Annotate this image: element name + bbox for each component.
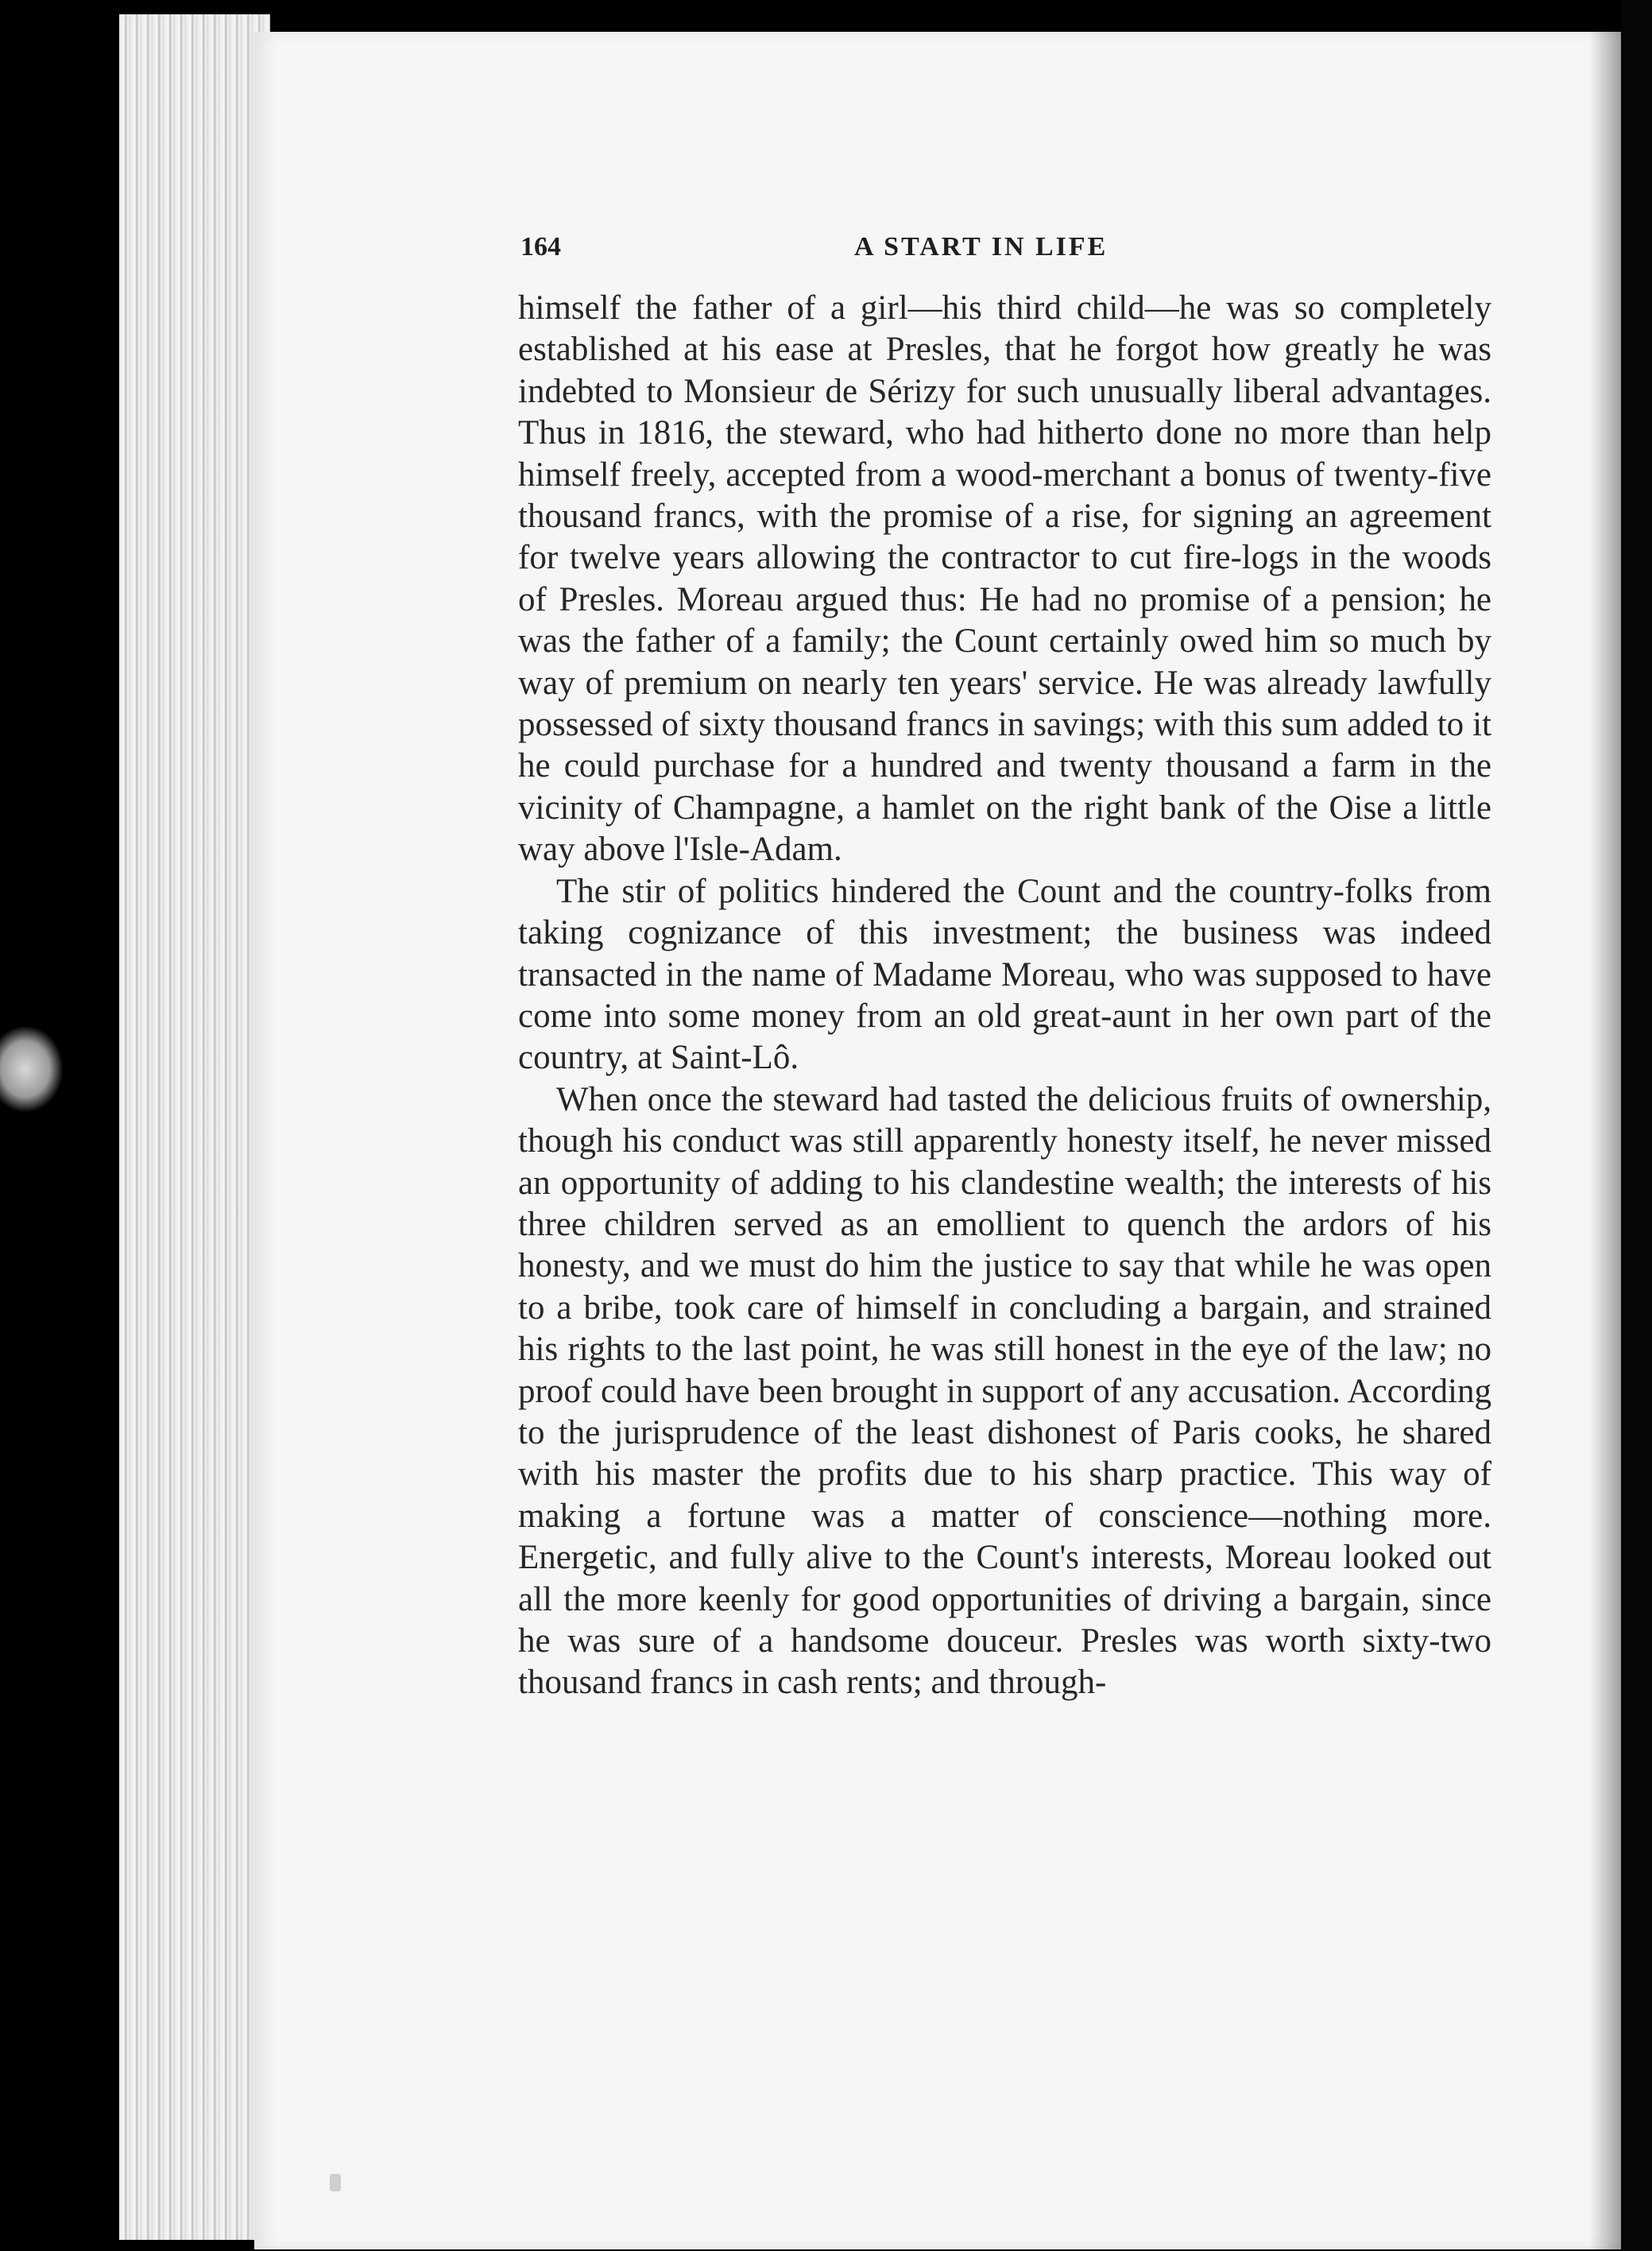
running-title: A START IN LIFE bbox=[854, 232, 1108, 262]
running-header bbox=[520, 232, 1486, 272]
torn-paper-fragment bbox=[0, 1025, 64, 1113]
scan-artifact bbox=[330, 2174, 341, 2191]
paragraph: himself the father of a girl—his third child—he was so completely established at his ease at Presles, that he forgot how greatly he was indebted to Monsieur de Sérizy for such unusually liberal advantages. Thus in 1816, the steward, who had hitherto done no more than help himself freely, accepted from a wood-merchant a bonus of twenty-five thousand francs, with the promise of a rise, for signing an agreement for twelve years allowing the contractor to cut fire-logs in the woods of Presles. Moreau argued thus: He had no promise of a pension; he was the father of a family; the Count certainly owed him so much by way of premium on nearly ten years' service. He was already lawfully possessed of sixty thousand francs in savings; with this sum added to it he could purchase for a hundred and twenty thousand a farm in the vicinity of Champagne, a hamlet on the right bank of the Oise a little way above l'Isle-Adam. bbox=[518, 289, 1491, 869]
gutter-shadow bbox=[1589, 32, 1621, 2249]
paragraph: When once the steward had tasted the delicious fruits of ownership, though his conduct was still apparently honesty itself, he never missed an opportunity of adding to his clandestine wealth; the interests of his three children served as an emollient to quench the ardors of his honesty, and we must do him the justice to say that while he was open to a bribe, took care of himself in concluding a bargain, and strained his rights to the last point, he was still honest in the eye of the law; no proof could have been brought in support of any accusation. According to the jurisprudence of the least dishonest of Paris cooks, he shared with his master the profits due to his sharp practice. This way of making a fortune was a matter of conscience—nothing more. Energetic, and fully alive to the Count's interests, Moreau looked out all the more keenly for good opportunities of driving a bargain, since he was sure of a handsome douceur. Presles was worth sixty-two thousand francs in cash rents; and through- bbox=[518, 1080, 1491, 1702]
body-text bbox=[518, 288, 1491, 1704]
page-edges bbox=[119, 14, 270, 2240]
page-number: 164 bbox=[520, 232, 561, 262]
paragraph: The stir of politics hindered the Count and the country-folks from taking cognizance of this investment; the business was indeed transacted in the name of Madame Moreau, who was supposed to have come into some money from an old great-aunt in her own part of the country, at Saint-Lô. bbox=[518, 872, 1491, 1077]
scan-border bbox=[1621, 0, 1652, 2251]
